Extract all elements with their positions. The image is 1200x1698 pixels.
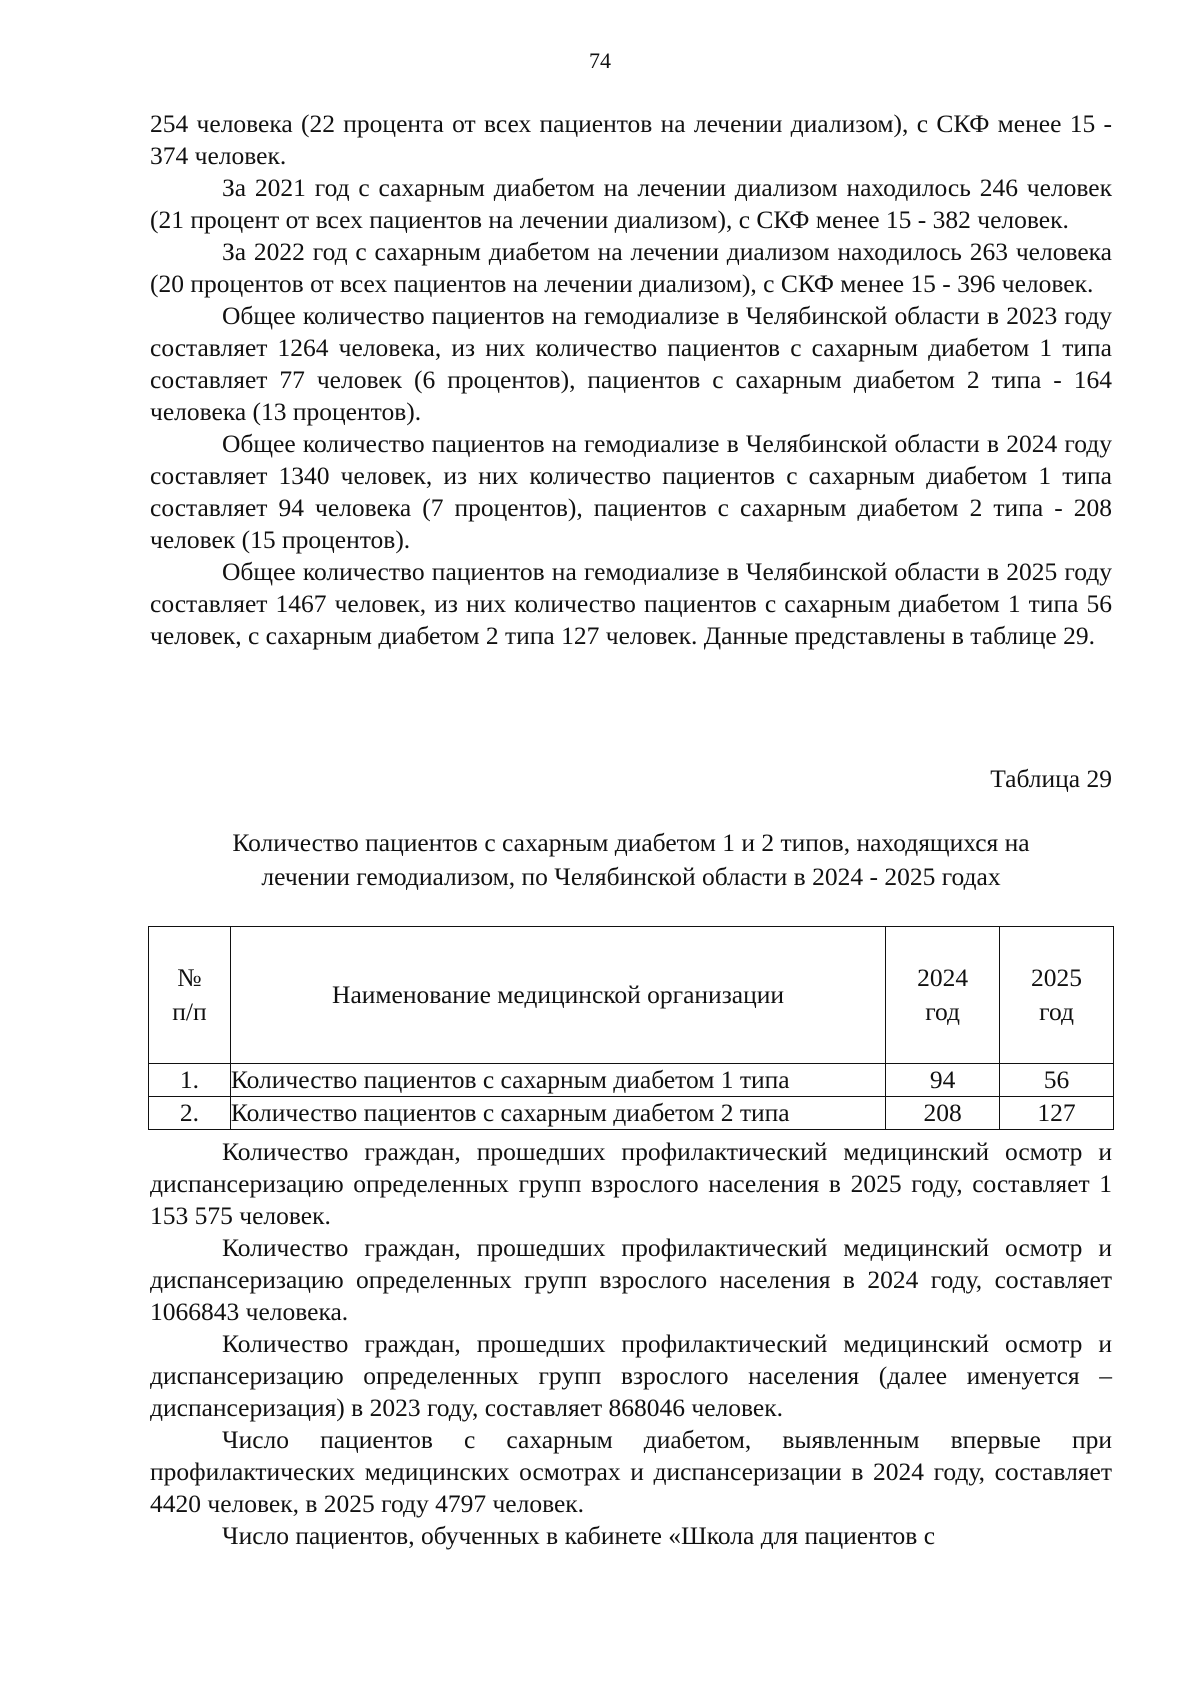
cell-name: Количество пациентов с сахарным диабетом 1 типа [230, 1064, 885, 1097]
paragraph: Число пациентов, обученных в кабинете «Школа для пациентов с [222, 1521, 936, 1550]
table-title-line: Количество пациентов с сахарным диабетом 1 и 2 типов, находящихся на [232, 828, 1030, 857]
paragraph: Общее количество пациентов на гемодиализе в Челябинской области в 2024 году составляет 1340 человек, из них количество пациентов с сахарным диабетом 1 типа составляет 94 человека (7 процентов), пациентов с сахарным диабетом 2 типа - 208 человек (15 процентов). [150, 429, 1112, 554]
table-row [149, 1097, 1114, 1130]
header-name: Наименование медицинской организации [230, 927, 885, 1064]
cell-2025: 56 [1000, 1064, 1114, 1097]
paragraph: Общее количество пациентов на гемодиализе в Челябинской области в 2023 году составляет 1264 человека, из них количество пациентов с сахарным диабетом 1 типа составляет 77 человек (6 процентов), пациентов с сахарным диабетом 2 типа - 164 человека (13 процентов). [150, 301, 1112, 426]
table-label: Таблица 29 [990, 764, 1112, 793]
page-number: 74 [589, 48, 611, 73]
paragraph: Количество граждан, прошедших профилактический медицинский осмотр и диспансеризацию определенных групп взрослого населения в 2024 году, составляет 1066843 человека. [150, 1233, 1112, 1326]
cell-2024: 94 [886, 1064, 1000, 1097]
cell-num: 1. [149, 1064, 231, 1097]
top-text-block [150, 108, 1112, 652]
bottom-text-block [150, 1136, 1112, 1552]
data-table [148, 926, 1114, 1130]
paragraph: Количество граждан, прошедших профилактический медицинский осмотр и диспансеризацию определенных групп взрослого населения в 2025 году, составляет 1 153 575 человек. [150, 1137, 1112, 1230]
paragraph: Число пациентов с сахарным диабетом, выявленным впервые при профилактических медицинских осмотрах и диспансеризации в 2024 году, составляет 4420 человек, в 2025 году 4797 человек. [150, 1425, 1112, 1518]
cell-num: 2. [149, 1097, 231, 1130]
paragraph: За 2021 год с сахарным диабетом на лечении диализом находилось 246 человек (21 процент от всех пациентов на лечении диализом), с СКФ менее 15 - 382 человек. [150, 173, 1112, 234]
cell-name: Количество пациентов с сахарным диабетом 2 типа [230, 1097, 885, 1130]
cell-2025: 127 [1000, 1097, 1114, 1130]
table-row [149, 1064, 1114, 1097]
table-title [150, 826, 1112, 894]
paragraph: Количество граждан, прошедших профилактический медицинский осмотр и диспансеризацию определенных групп взрослого населения (далее именуется – диспансеризация) в 2023 году, составляет 868046 человек. [150, 1329, 1112, 1422]
table-header-row [149, 927, 1114, 1064]
paragraph: За 2022 год с сахарным диабетом на лечении диализом находилось 263 человека (20 процентов от всех пациентов на лечении диализом), с СКФ менее 15 - 396 человек. [150, 237, 1112, 298]
paragraph: Общее количество пациентов на гемодиализе в Челябинской области в 2025 году составляет 1467 человек, из них количество пациентов с сахарным диабетом 1 типа 56 человек, с сахарным диабетом 2 типа 127 человек. Данные представлены в таблице 29. [150, 557, 1112, 650]
cell-2024: 208 [886, 1097, 1000, 1130]
table-title-line: лечении гемодиализом, по Челябинской области в 2024 - 2025 годах [261, 862, 1001, 891]
header-2024: 2024 год [886, 927, 1000, 1064]
paragraph: 254 человека (22 процента от всех пациентов на лечении диализом), с СКФ менее 15 - 374 человек. [150, 109, 1112, 170]
header-2025: 2025 год [1000, 927, 1114, 1064]
header-num: № п/п [149, 927, 231, 1064]
